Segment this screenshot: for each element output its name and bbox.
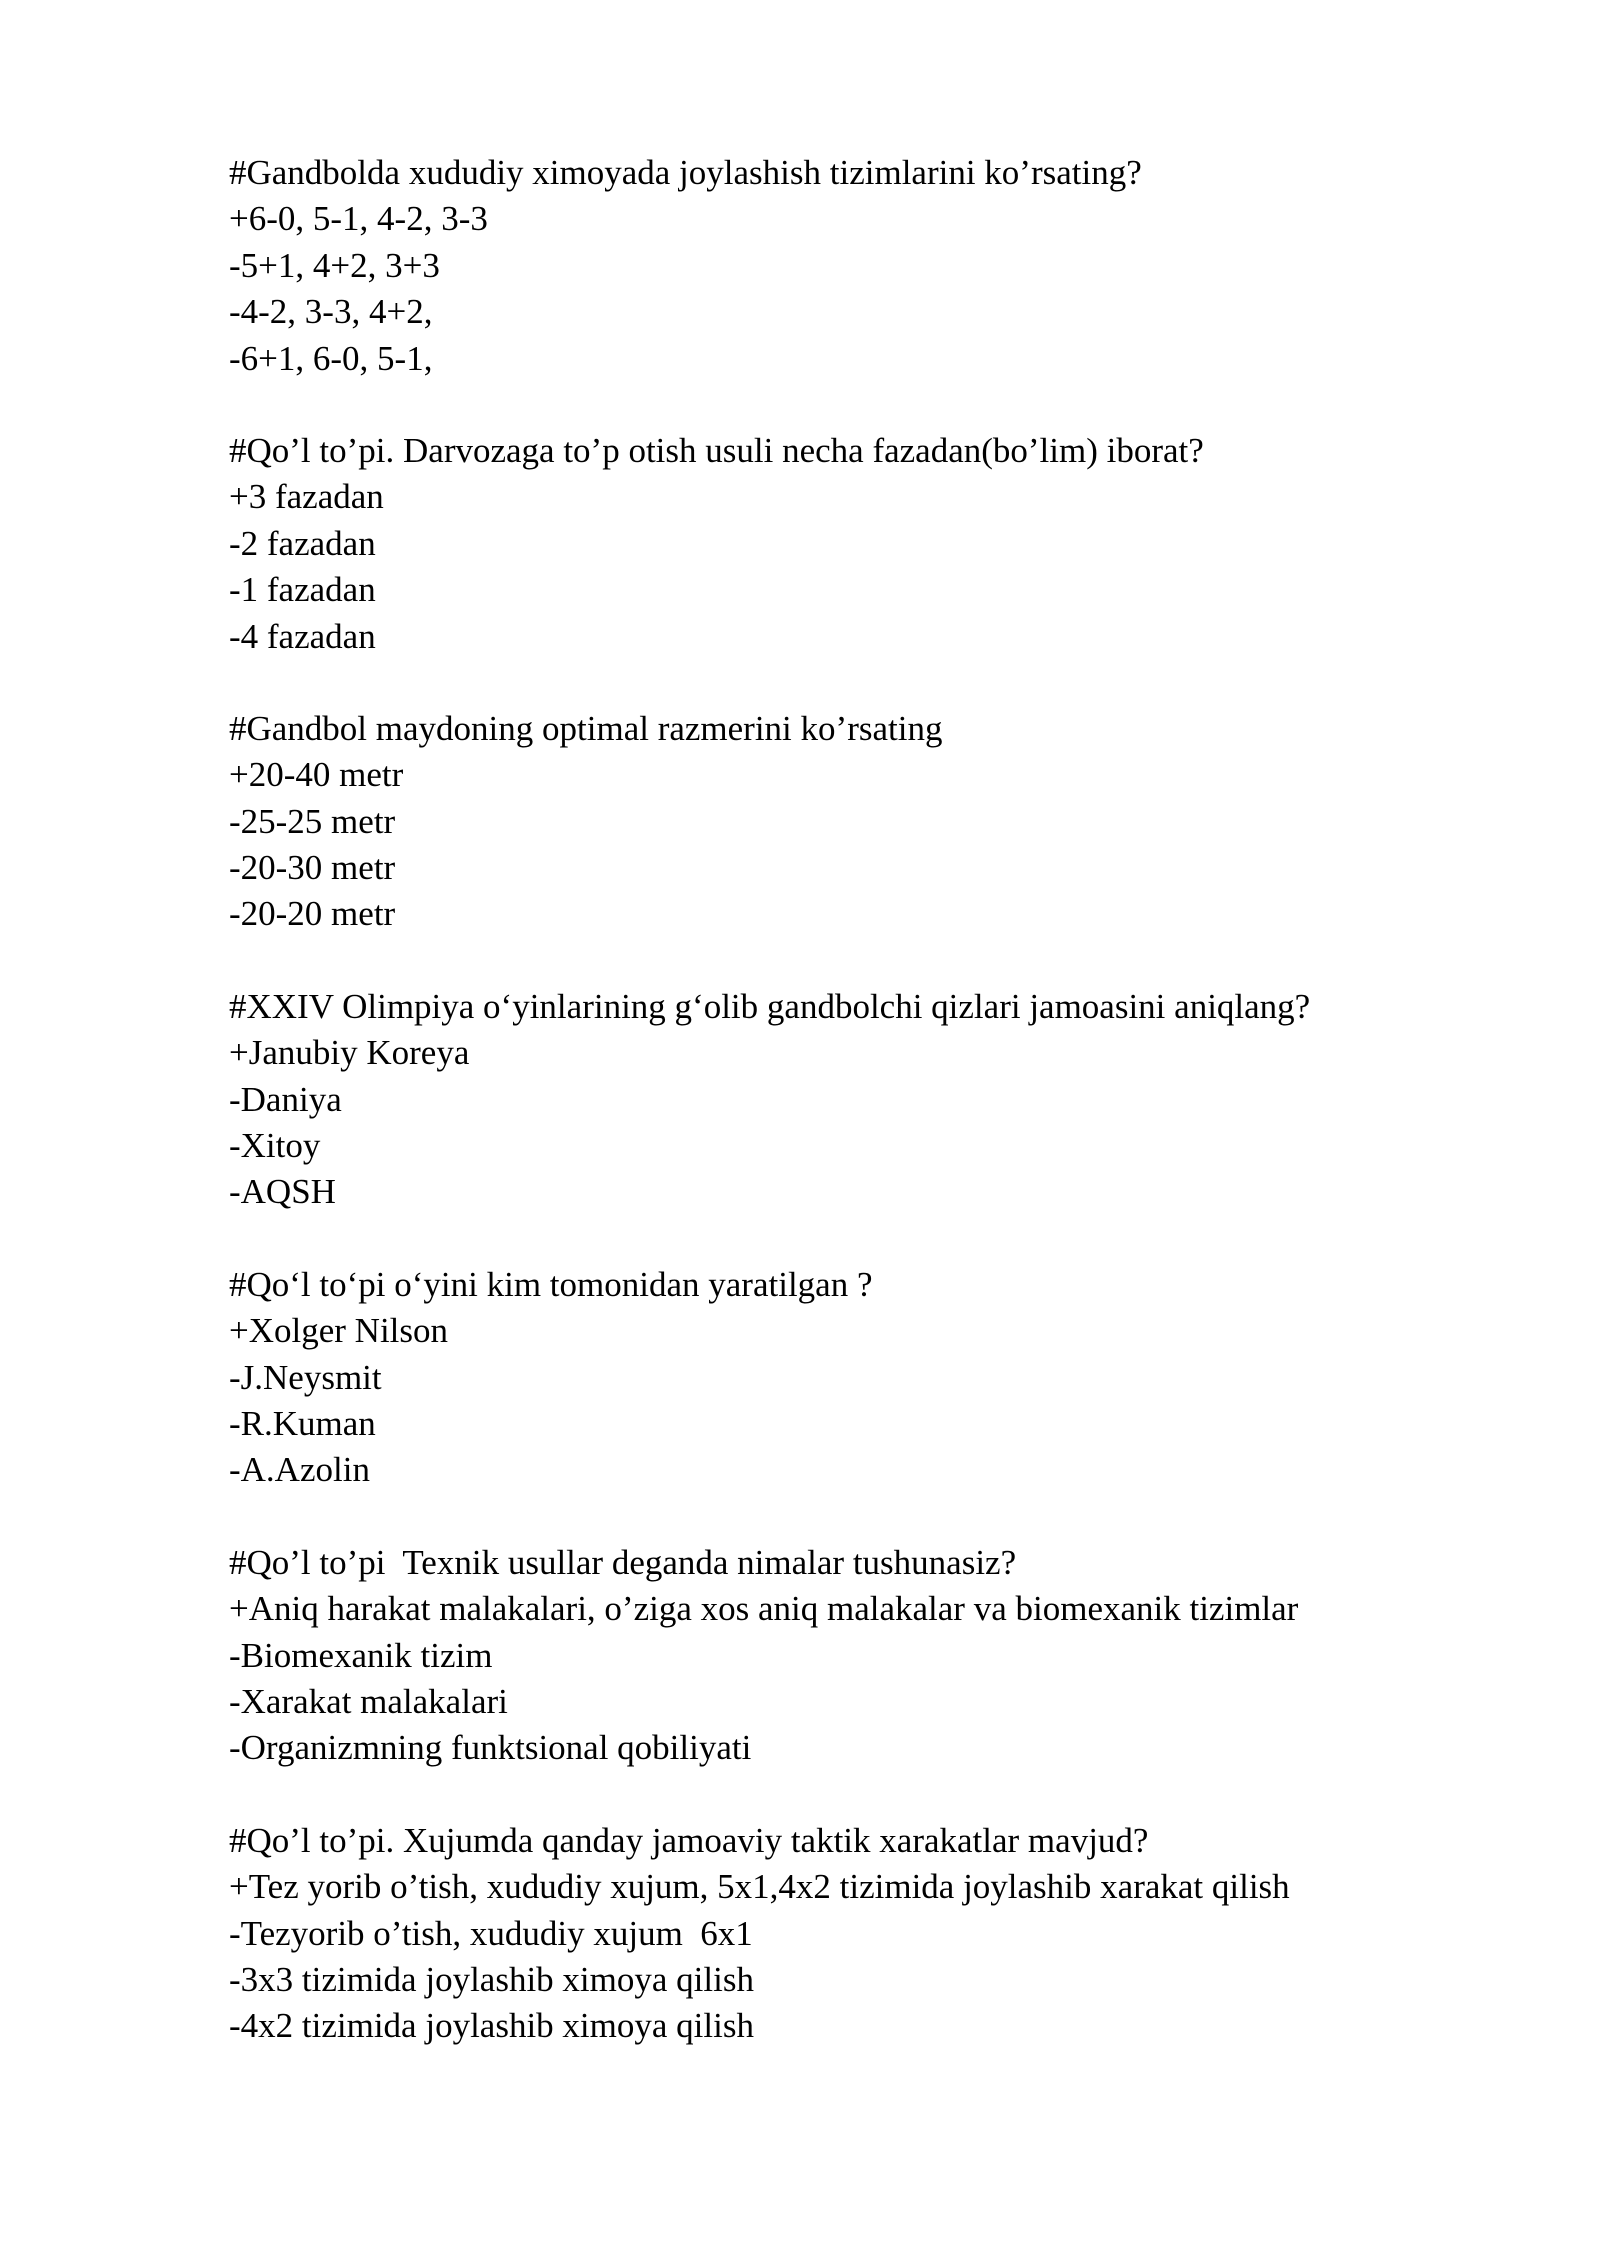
answer-option: +Tez yorib o’tish, xududiy xujum, 5x1,4x2 tizimida joylashib xarakat qilish — [229, 1867, 1290, 1907]
answer-option: -Daniya — [229, 1079, 342, 1119]
question-block — [229, 428, 1489, 660]
question-text: #Qo’l to’pi. Xujumda qanday jamoaviy taktik xarakatlar mavjud? — [229, 1820, 1149, 1860]
answer-option: -25-25 metr — [229, 801, 396, 841]
answer-option: -AQSH — [229, 1172, 336, 1212]
answer-option: -5+1, 4+2, 3+3 — [229, 245, 440, 285]
question-text: #Qo‘l to‘pi o‘yini kim tomonidan yaratilgan ? — [229, 1264, 873, 1304]
answer-option: -Xitoy — [229, 1126, 321, 1166]
answer-option: -Tezyorib o’tish, xududiy xujum 6x1 — [229, 1913, 753, 1953]
answer-option: -4x2 tizimida joylashib ximoya qilish — [229, 2006, 754, 2046]
answer-option: -1 fazadan — [229, 570, 376, 610]
question-text: #Gandbol maydoning optimal razmerini ko’rsating — [229, 708, 943, 748]
question-text: #Qo’l to’pi Texnik usullar deganda nimalar tushunasiz? — [229, 1542, 1017, 1582]
answer-option: -Xarakat malakalari — [229, 1681, 508, 1721]
answer-option: -R.Kuman — [229, 1403, 376, 1443]
question-block — [229, 150, 1489, 382]
answer-option: +20-40 metr — [229, 755, 404, 795]
answer-option: -Biomexanik tizim — [229, 1635, 493, 1675]
question-block — [229, 1540, 1489, 1772]
answer-option: -J.Neysmit — [229, 1357, 382, 1397]
question-text: #XXIV Olimpiya o‘yinlarining g‘olib gandbolchi qizlari jamoasini aniqlang? — [229, 986, 1311, 1026]
answer-option: -3x3 tizimida joylashib ximoya qilish — [229, 1959, 754, 1999]
question-text: #Qo’l to’pi. Darvozaga to’p otish usuli necha fazadan(bo’lim) iborat? — [229, 430, 1204, 470]
answer-option: +Aniq harakat malakalari, o’ziga xos aniq malakalar va biomexanik tizimlar — [229, 1589, 1299, 1629]
answer-option: -4 fazadan — [229, 616, 376, 656]
answer-option: -Organizmning funktsional qobiliyati — [229, 1728, 752, 1768]
answer-option: -20-20 metr — [229, 894, 396, 934]
answer-option: +3 fazadan — [229, 477, 384, 517]
answer-option: -2 fazadan — [229, 523, 376, 563]
answer-option: -A.Azolin — [229, 1450, 370, 1490]
document-body — [229, 150, 1489, 2096]
question-block — [229, 1818, 1489, 2050]
question-block — [229, 706, 1489, 938]
answer-option: +6-0, 5-1, 4-2, 3-3 — [229, 199, 488, 239]
answer-option: -6+1, 6-0, 5-1, — [229, 338, 433, 378]
question-block — [229, 984, 1489, 1216]
question-text: #Gandbolda xududiy ximoyada joylashish tizimlarini ko’rsating? — [229, 153, 1142, 192]
answer-option: +Janubiy Koreya — [229, 1033, 470, 1073]
answer-option: +Xolger Nilson — [229, 1311, 449, 1351]
answer-option: -4-2, 3-3, 4+2, — [229, 292, 433, 332]
answer-option: -20-30 metr — [229, 848, 396, 888]
question-block — [229, 1262, 1489, 1494]
